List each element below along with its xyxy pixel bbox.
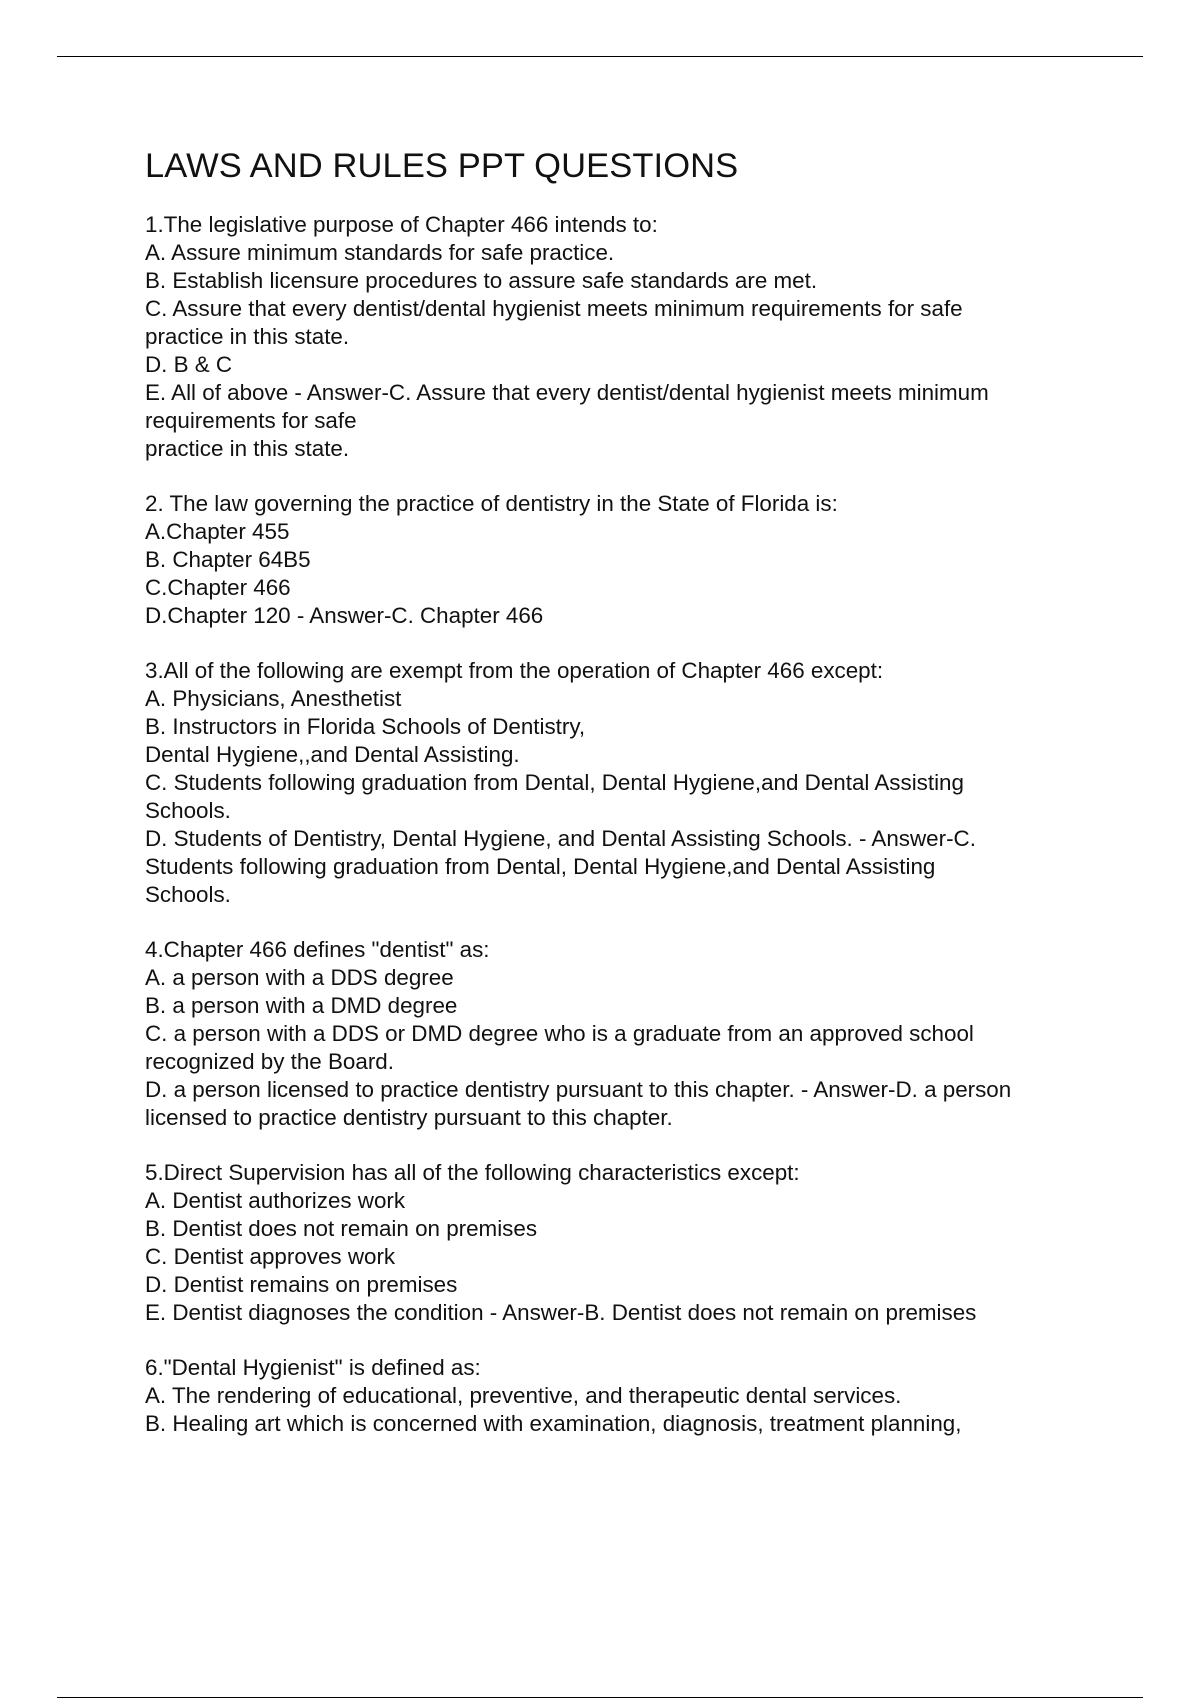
question-line: E. Dentist diagnoses the condition - Answer-B. Dentist does not remain on premises [145,1300,977,1325]
question-3 [145,657,1105,909]
question-line: A. Assure minimum standards for safe practice. [145,240,615,265]
question-line: 6."Dental Hygienist" is defined as: [145,1355,481,1380]
question-line: 1.The legislative purpose of Chapter 466 intends to: [145,212,658,237]
question-line: D. a person licensed to practice dentistry pursuant to this chapter. - Answer-D. a person [145,1077,1012,1102]
question-line: 2. The law governing the practice of dentistry in the State of Florida is: [145,491,838,516]
question-line: Dental Hygiene,,and Dental Assisting. [145,742,520,767]
question-line: A. Dentist authorizes work [145,1188,406,1213]
question-line: licensed to practice dentistry pursuant to this chapter. [145,1105,673,1130]
question-line: A. a person with a DDS degree [145,965,454,990]
document-title: LAWS AND RULES PPT QUESTIONS [145,147,739,185]
question-line: B. Healing art which is concerned with examination, diagnosis, treatment planning, [145,1411,962,1436]
bottom-rule [57,1697,1143,1698]
question-line: Schools. [145,798,231,823]
question-line: D.Chapter 120 - Answer-C. Chapter 466 [145,603,544,628]
question-line: practice in this state. [145,436,350,461]
question-line: requirements for safe [145,408,357,433]
question-line: 4.Chapter 466 defines "dentist" as: [145,937,490,962]
question-line: C. Dentist approves work [145,1244,396,1269]
question-line: 5.Direct Supervision has all of the following characteristics except: [145,1160,800,1185]
question-line: B. Instructors in Florida Schools of Dentistry, [145,714,586,739]
question-1 [145,211,1105,463]
question-line: B. Dentist does not remain on premises [145,1216,538,1241]
question-line: D. Students of Dentistry, Dental Hygiene, and Dental Assisting Schools. - Answer-C. [145,826,976,851]
question-line: D. B & C [145,352,233,377]
question-line: A. The rendering of educational, preventive, and therapeutic dental services. [145,1383,902,1408]
question-6 [145,1354,1105,1438]
document-body [145,146,1105,1465]
question-line: Schools. [145,882,231,907]
question-line: B. Chapter 64B5 [145,547,311,572]
question-line: B. a person with a DMD degree [145,993,458,1018]
top-rule [57,56,1143,57]
question-line: C. a person with a DDS or DMD degree who is a graduate from an approved school [145,1021,974,1046]
question-line: D. Dentist remains on premises [145,1272,458,1297]
question-line: A. Physicians, Anesthetist [145,686,402,711]
question-line: A.Chapter 455 [145,519,290,544]
question-line: recognized by the Board. [145,1049,394,1074]
question-line: C. Students following graduation from Dental, Dental Hygiene,and Dental Assisting [145,770,964,795]
question-line: C. Assure that every dentist/dental hygienist meets minimum requirements for safe [145,296,963,321]
question-4 [145,936,1105,1132]
question-line: C.Chapter 466 [145,575,291,600]
question-line: Students following graduation from Dental, Dental Hygiene,and Dental Assisting [145,854,936,879]
question-line: B. Establish licensure procedures to assure safe standards are met. [145,268,818,293]
question-line: E. All of above - Answer-C. Assure that every dentist/dental hygienist meets minimum [145,380,989,405]
question-line: 3.All of the following are exempt from the operation of Chapter 466 except: [145,658,884,683]
question-line: practice in this state. [145,324,350,349]
question-2 [145,490,1105,630]
question-5 [145,1159,1105,1327]
